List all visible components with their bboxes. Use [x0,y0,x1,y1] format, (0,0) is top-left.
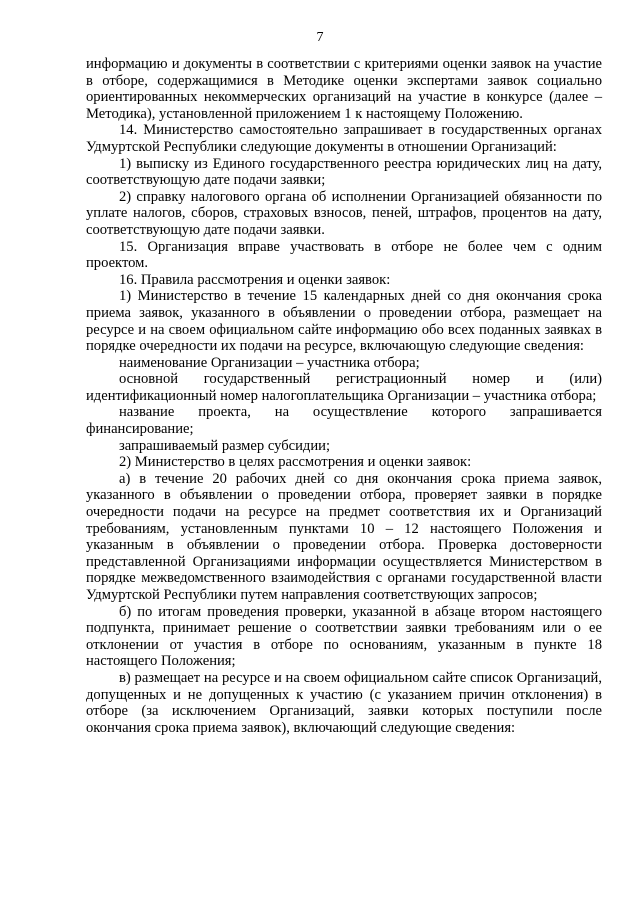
document-body [86,56,602,736]
paragraph-item-14-2: 2) справку налогового органа об исполнении Организацией обязанности по уплате налогов, сборов, страховых взносов, пеней, штрафов, процентов на дату, соответствующую дате подачи заявки. [86,188,602,238]
paragraph-item-14-1: 1) выписку из Единого государственного реестра юридических лиц на дату, соответствующую дате подачи заявки; [86,155,602,189]
paragraph-info-subsidy: запрашиваемый размер субсидии; [119,437,331,454]
paragraph-info-name: наименование Организации – участника отбора; [119,354,420,371]
paragraph-item-14: 14. Министерство самостоятельно запрашивает в государственных органах Удмуртской Республики следующие документы в отношении Организаций: [86,122,602,155]
paragraph-item-16: 16. Правила рассмотрения и оценки заявок: [119,271,391,288]
paragraph-info-ogrn: основной государственный регистрационный номер и (или) идентификационный номер налогоплательщика Организации – участника отбора; [86,371,602,404]
paragraph-info-project: название проекта, на осуществление которого запрашивается финансирование; [86,404,602,438]
paragraph-continuation: информацию и документы в соответствии с критериями оценки заявок на участие в отборе, содержащимися в Методике оценки экспертами заявок социально ориентированных некоммерческих организаций на участие в конкурсе (далее – Методика), установленной приложением 1 к настоящему Положению. [86,56,602,122]
paragraph-item-16-2: 2) Министерство в целях рассмотрения и оценки заявок: [119,454,472,471]
paragraph-item-16-2-a: а) в течение 20 рабочих дней со дня окончания срока приема заявок, указанного в объявлении о проведении отбора, проверяет заявки в порядке очередности подачи на ресурсе на предмет соответствия их и Организаций требованиям, установленным пунктами 10 – 12 настоящего Положения и указанным в объявлении о проведении отбора. Проверка достоверности представленной Организациями информации осуществляется Министерством в порядке межведомственного взаимодействия с органами государственной власти Удмуртской Республики путем направления соответствующих запросов; [86,470,602,603]
paragraph-item-16-1: 1) Министерство в течение 15 календарных дней со дня окончания срока приема заявок, указанного в объявлении о проведении отбора, размещает на ресурсе и на своем официальном сайте информацию обо всех поданных заявках в порядке очередности их подачи на ресурсе, включающую следующие сведения: [86,288,602,355]
paragraph-item-15: 15. Организация вправе участвовать в отборе не более чем с одним проектом. [86,238,602,272]
paragraph-item-16-2-v: в) размещает на ресурсе и на своем официальном сайте список Организаций, допущенных и не допущенных к участию (с указанием причин отклонения) в отборе (за исключением Организаций, заявки которых поступили после окончания срока приема заявок), включающий следующие сведения: [86,669,602,736]
paragraph-item-16-2-b: б) по итогам проведения проверки, указанной в абзаце втором настоящего подпункта, принимает решение о соответствии заявки требованиям или о ее отклонении от участия в отборе по основаниям, указанным в пункте 18 настоящего Положения; [86,603,602,670]
page-number: 7 [316,30,324,45]
